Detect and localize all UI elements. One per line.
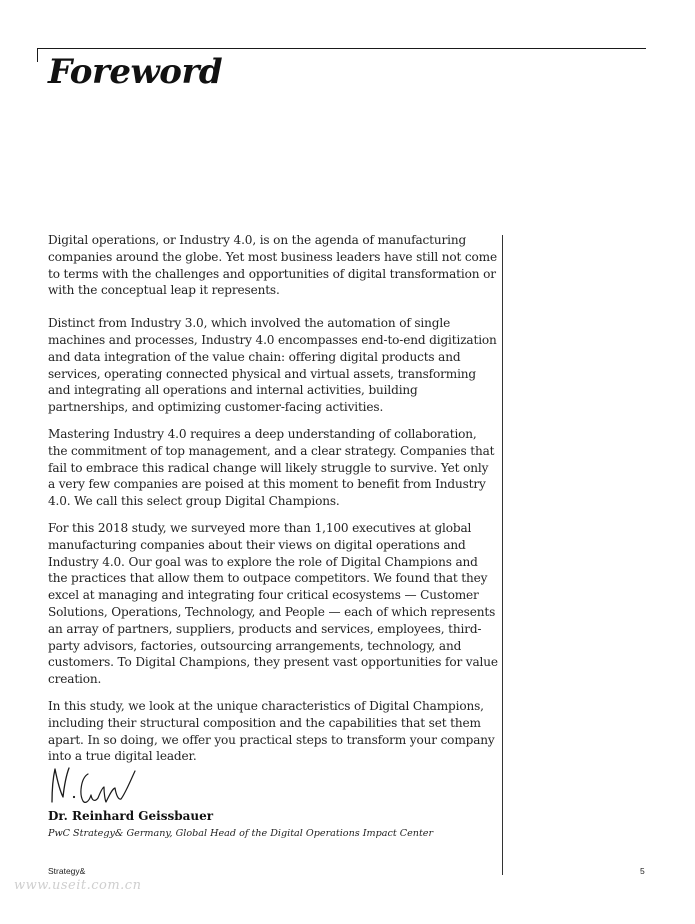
page-number: 5 (640, 866, 645, 876)
page-title: Foreword (48, 52, 223, 92)
top-rule-tick (37, 48, 38, 62)
paragraph-3: Mastering Industry 4.0 requires a deep understanding of collaboration, the commitment of top management, and a clear strategy. Companies that fail to embrace this radical change will likely struggle to survive. Yet only a very few companies are poised at this moment to benefit from Industry 4.0. We call this select group Digital Champions. (48, 426, 495, 509)
signatory-name: Dr. Reinhard Geissbauer (48, 809, 214, 823)
footer-brand: Strategy& (48, 866, 86, 876)
paragraph-2: Distinct from Industry 3.0, which involved the automation of single machines and processes, Industry 4.0 encompasses end-to-end digitization and data integration of the value chain: offering digital products and services, operating connected physical and virtual assets, transforming and integrating all operations and internal activities, building partnerships, and optimizing customer-facing activities. (48, 316, 497, 415)
column-divider (502, 235, 503, 875)
paragraph-4: For this 2018 study, we surveyed more than 1,100 executives at global manufacturing companies about their views on digital operations and Industry 4.0. Our goal was to explore the role of Digital Champions and the practices that allow them to outpace competitors. We found that they excel at managing and integrating four critical ecosystems — Customer Solutions, Operations, Technology, and People — each of which represents an array of partners, suppliers, products and services, employees, third-party advisors, factories, outsourcing arrangements, technology, and customers. To Digital Champions, they present vast opportunities for value creation. (48, 520, 498, 687)
top-rule (37, 48, 646, 49)
paragraph-5: In this study, we look at the unique characteristics of Digital Champions, including their structural composition and the capabilities that set them apart. In so doing, we offer you practical steps to transform your company into a true digital leader. (48, 698, 495, 764)
watermark: www.useit.com.cn (14, 878, 142, 893)
body-text (48, 232, 498, 775)
signature-image (48, 764, 140, 808)
signatory-title: PwC Strategy& Germany, Global Head of the Digital Operations Impact Center (48, 828, 434, 839)
paragraph-1: Digital operations, or Industry 4.0, is on the agenda of manufacturing companies around the globe. Yet most business leaders have still not come to terms with the challenges and opportunities of digital transformation or with the conceptual leap it represents. (48, 233, 497, 298)
